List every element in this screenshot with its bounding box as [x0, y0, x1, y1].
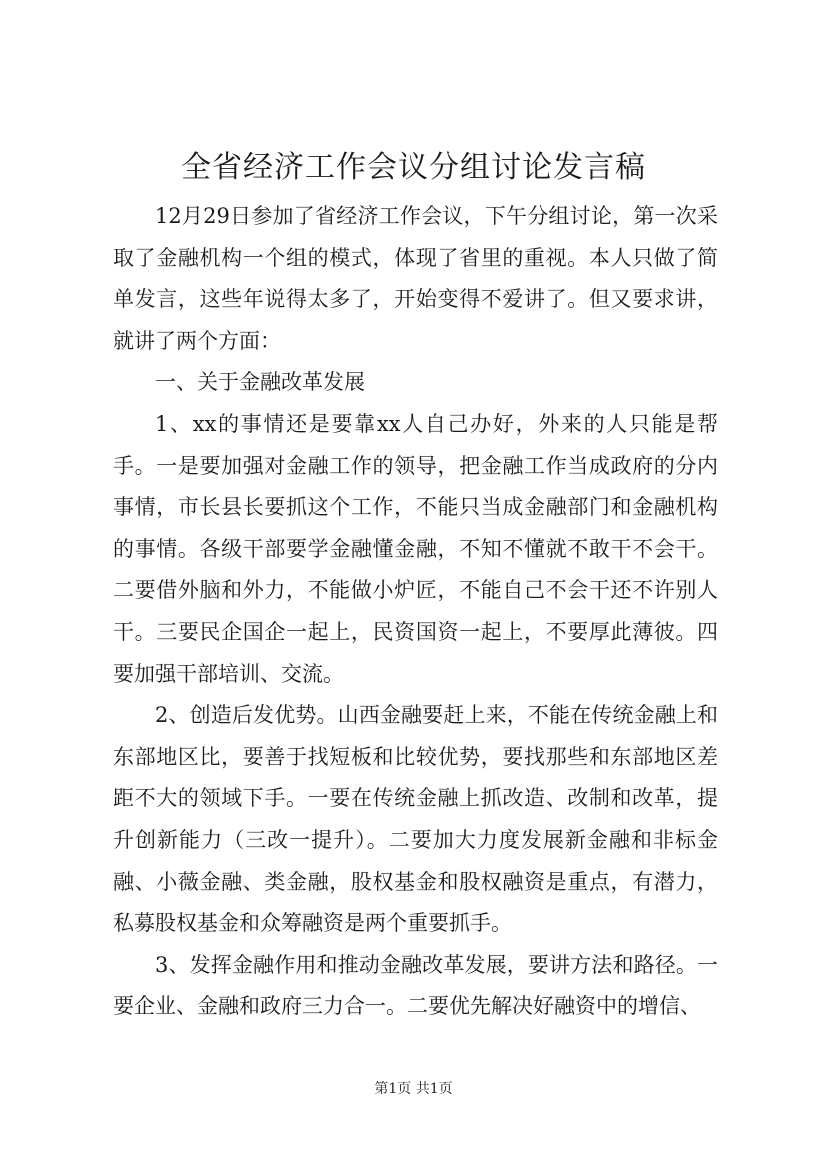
paragraph-point-3: 3、发挥金融作用和推动金融改革发展，要讲方法和路径。一要企业、金融和政府三力合一。二要优先解决好融资中的增信、 [113, 952, 718, 1019]
paragraph-section-heading: 一、关于金融改革发展 [155, 370, 365, 395]
page-number-footer: 第1页 共1页 [374, 1081, 453, 1097]
paragraph-point-2: 2、创造后发优势。山西金融要赶上来，不能在传统金融上和东部地区比，要善于找短板和比较优势，要找那些和东部地区差距不大的领域下手。一要在传统金融上抓改造、改制和改革，提升创新能力（三改一提升）。二要加大力度发展新金融和非标金融、小薇金融、类金融，股权基金和股权融资是重点，有潜力，私募股权基金和众筹融资是两个重要抓手。 [113, 703, 718, 936]
document-title: 全省经济工作会议分组讨论发言稿 [181, 150, 646, 185]
paragraph-point-1: 1、xx的事情还是要靠xx人自己办好，外来的人只能是帮手。一是要加强对金融工作的领导，把金融工作当成政府的分内事情，市长县长要抓这个工作，不能只当成金融部门和金融机构的事情。各级干部要学金融懂金融，不知不懂就不敢干不会干。二要借外脑和外力，不能做小炉匠，不能自己不会干还不许别人干。三要民企国企一起上，民资国资一起上，不要厚此薄彼。四要加强干部培训、交流。 [113, 411, 718, 686]
paragraph-intro: 12月29日参加了省经济工作会议，下午分组讨论，第一次采取了金融机构一个组的模式，体现了省里的重视。本人只做了简单发言，这些年说得太多了，开始变得不爱讲了。但又要求讲，就讲了两个方面： [113, 204, 718, 353]
document-body [113, 196, 718, 1028]
